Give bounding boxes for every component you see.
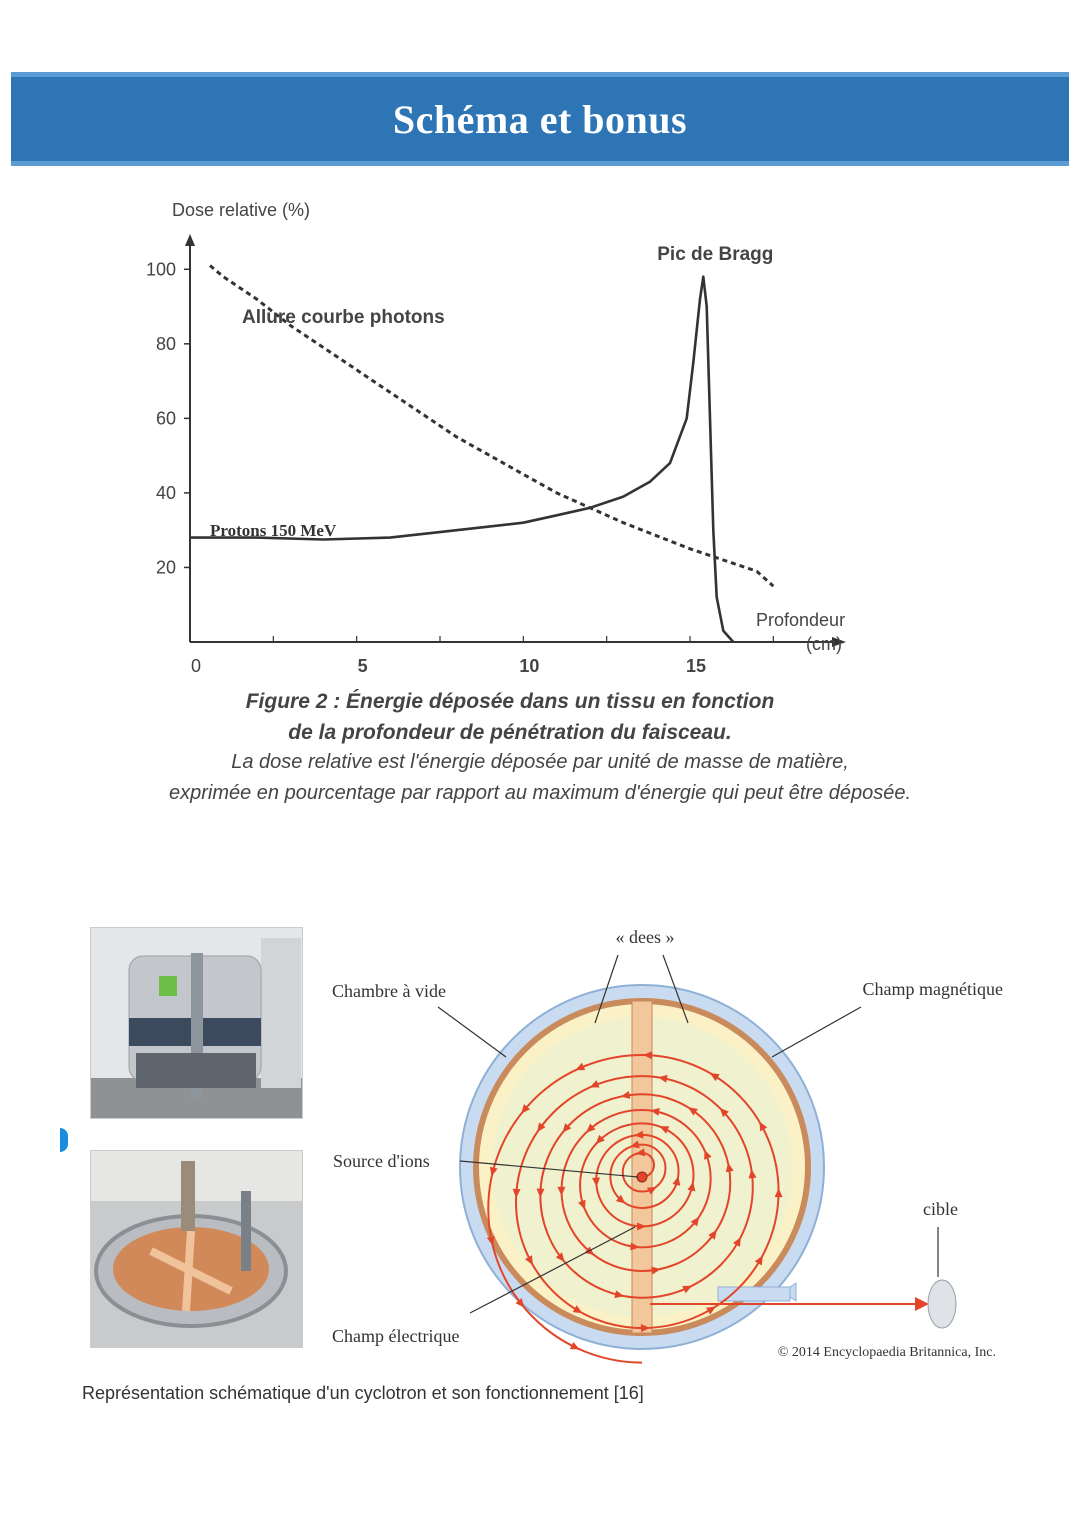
x-axis-label-line-2: (cm) bbox=[806, 634, 842, 654]
label-target: cible bbox=[923, 1199, 958, 1219]
section-banner bbox=[11, 72, 1069, 166]
figure-2-title-line-1: Figure 2 : Énergie déposée dans un tissu en fonction bbox=[245, 690, 775, 713]
page-title: Schéma et bonus bbox=[392, 96, 688, 142]
protons-curve bbox=[190, 277, 733, 642]
x-tick-label: 10 bbox=[519, 656, 540, 676]
figure-2-description bbox=[60, 747, 1020, 809]
figure-2-description-line-1: La dose relative est l'énergie déposée par unité de masse de matière, bbox=[231, 751, 849, 773]
cyclotron-diagram bbox=[320, 915, 1020, 1365]
ion-source-point bbox=[637, 1172, 647, 1182]
label-ion-source: Source d'ions bbox=[333, 1151, 430, 1171]
x-tick-label: 0 bbox=[190, 656, 202, 676]
target-disk bbox=[928, 1280, 956, 1328]
cyclotron-interior-photo bbox=[90, 1150, 303, 1348]
x-axis-label-line-1: Profondeur bbox=[756, 610, 846, 630]
label-dees: « dees » bbox=[615, 927, 675, 947]
y-tick-label: 20 bbox=[155, 557, 176, 578]
y-tick-label: 40 bbox=[155, 482, 176, 503]
figure-2-title bbox=[140, 686, 880, 748]
y-tick-label: 100 bbox=[145, 259, 176, 280]
y-tick-label: 60 bbox=[155, 408, 176, 429]
blue-side-marker bbox=[60, 1128, 68, 1152]
copyright-credit: © 2014 Encyclopaedia Britannica, Inc. bbox=[777, 1345, 996, 1360]
figure-2-title-line-2: de la profondeur de pénétration du faisceau. bbox=[288, 721, 732, 744]
label-vacuum-chamber: Chambre à vide bbox=[332, 981, 446, 1001]
series-label-protons: Protons 150 MeV bbox=[210, 521, 337, 540]
series-label-photons: Allure courbe photons bbox=[242, 307, 445, 328]
accelerating-gap bbox=[632, 1001, 652, 1333]
figure-caption: Représentation schématique d'un cyclotron et son fonctionnement [16] bbox=[82, 1383, 644, 1403]
label-magnetic-field: Champ magnétique bbox=[862, 979, 1003, 999]
y-tick-label: 80 bbox=[155, 333, 176, 354]
label-electric-field: Champ électrique bbox=[332, 1326, 460, 1346]
x-tick-label: 15 bbox=[685, 656, 707, 676]
bragg-chart bbox=[120, 190, 880, 680]
y-axis-arrowhead bbox=[185, 234, 195, 246]
figure-2-description-line-2: exprimée en pourcentage par rapport au maximum d'énergie qui peut être déposée. bbox=[168, 782, 912, 804]
trajectory-arrow bbox=[570, 1342, 582, 1353]
cyclotron-photo bbox=[90, 927, 303, 1119]
bragg-peak-annotation: Pic de Bragg bbox=[657, 243, 774, 265]
x-tick-label: 5 bbox=[357, 656, 368, 676]
y-axis-label: Dose relative (%) bbox=[172, 200, 311, 220]
